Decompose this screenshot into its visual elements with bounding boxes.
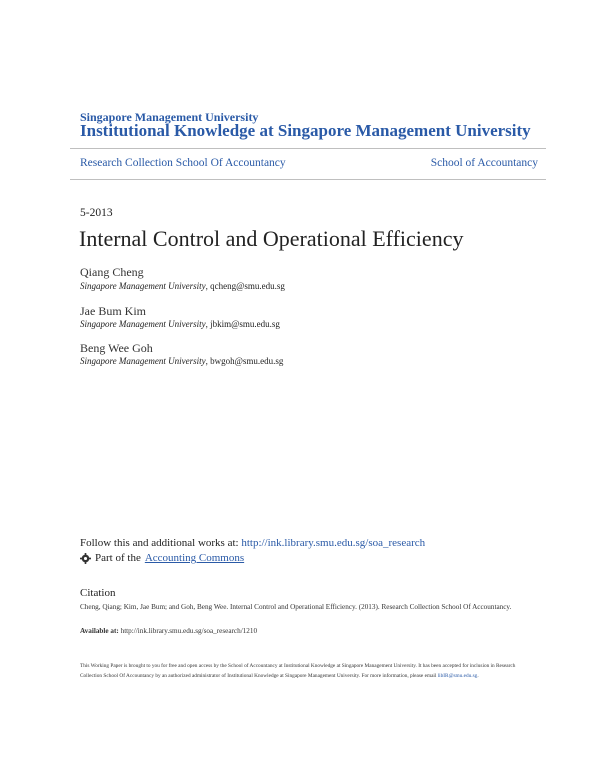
paper-title: Internal Control and Operational Efficiency	[79, 226, 464, 251]
follow-link[interactable]: http://ink.library.smu.edu.sg/soa_research	[241, 537, 426, 549]
gear-icon	[80, 553, 91, 564]
author-affiliation: Singapore Management University, jbkim@smu.edu.sg	[80, 319, 280, 329]
author-affiliation: Singapore Management University, bwgoh@smu.edu.sg	[80, 356, 284, 366]
email-link[interactable]: libIR@smu.edu.sg	[437, 673, 478, 679]
access-notice: This Working Paper is brought to you for free and open access by the School of Accountancy at Institutional Knowledge at Singapore Management University. It has been accepted for inclusion in Research Collection School Of Accountancy by an authorized administrator of Institutional Knowledge at Singapore Management University. For more information, please email libIR@smu.edu.sg.	[80, 663, 516, 679]
citation-heading: Citation	[80, 587, 116, 599]
university-name: Singapore Management University	[80, 110, 259, 124]
citation-available: Available at: http://ink.library.smu.edu.sg/soa_research/1210	[80, 627, 258, 635]
divider-top	[70, 148, 546, 149]
citation-text: Cheng, Qiang; Kim, Jae Bum; and Goh, Beng Wee. Internal Control and Operational Efficiency. (2013). Research Collection School Of Accountancy.	[80, 603, 512, 611]
publication-date: 5-2013	[80, 207, 113, 219]
follow-line: Follow this and additional works at: http://ink.library.smu.edu.sg/soa_research	[80, 537, 426, 549]
author-name: Qiang Cheng	[80, 265, 144, 279]
repository-name: Institutional Knowledge at Singapore Management University	[80, 121, 531, 140]
part-of-line: Part of the Accounting Commons	[80, 552, 244, 564]
collection-link[interactable]: Research Collection School Of Accountancy	[80, 157, 286, 169]
school-link[interactable]: School of Accountancy	[430, 157, 538, 169]
accounting-commons-link[interactable]: Accounting Commons	[144, 552, 245, 564]
divider-bottom	[70, 179, 546, 180]
author-name: Beng Wee Goh	[80, 341, 153, 355]
author-name: Jae Bum Kim	[80, 304, 146, 318]
author-affiliation: Singapore Management University, qcheng@smu.edu.sg	[80, 281, 285, 291]
